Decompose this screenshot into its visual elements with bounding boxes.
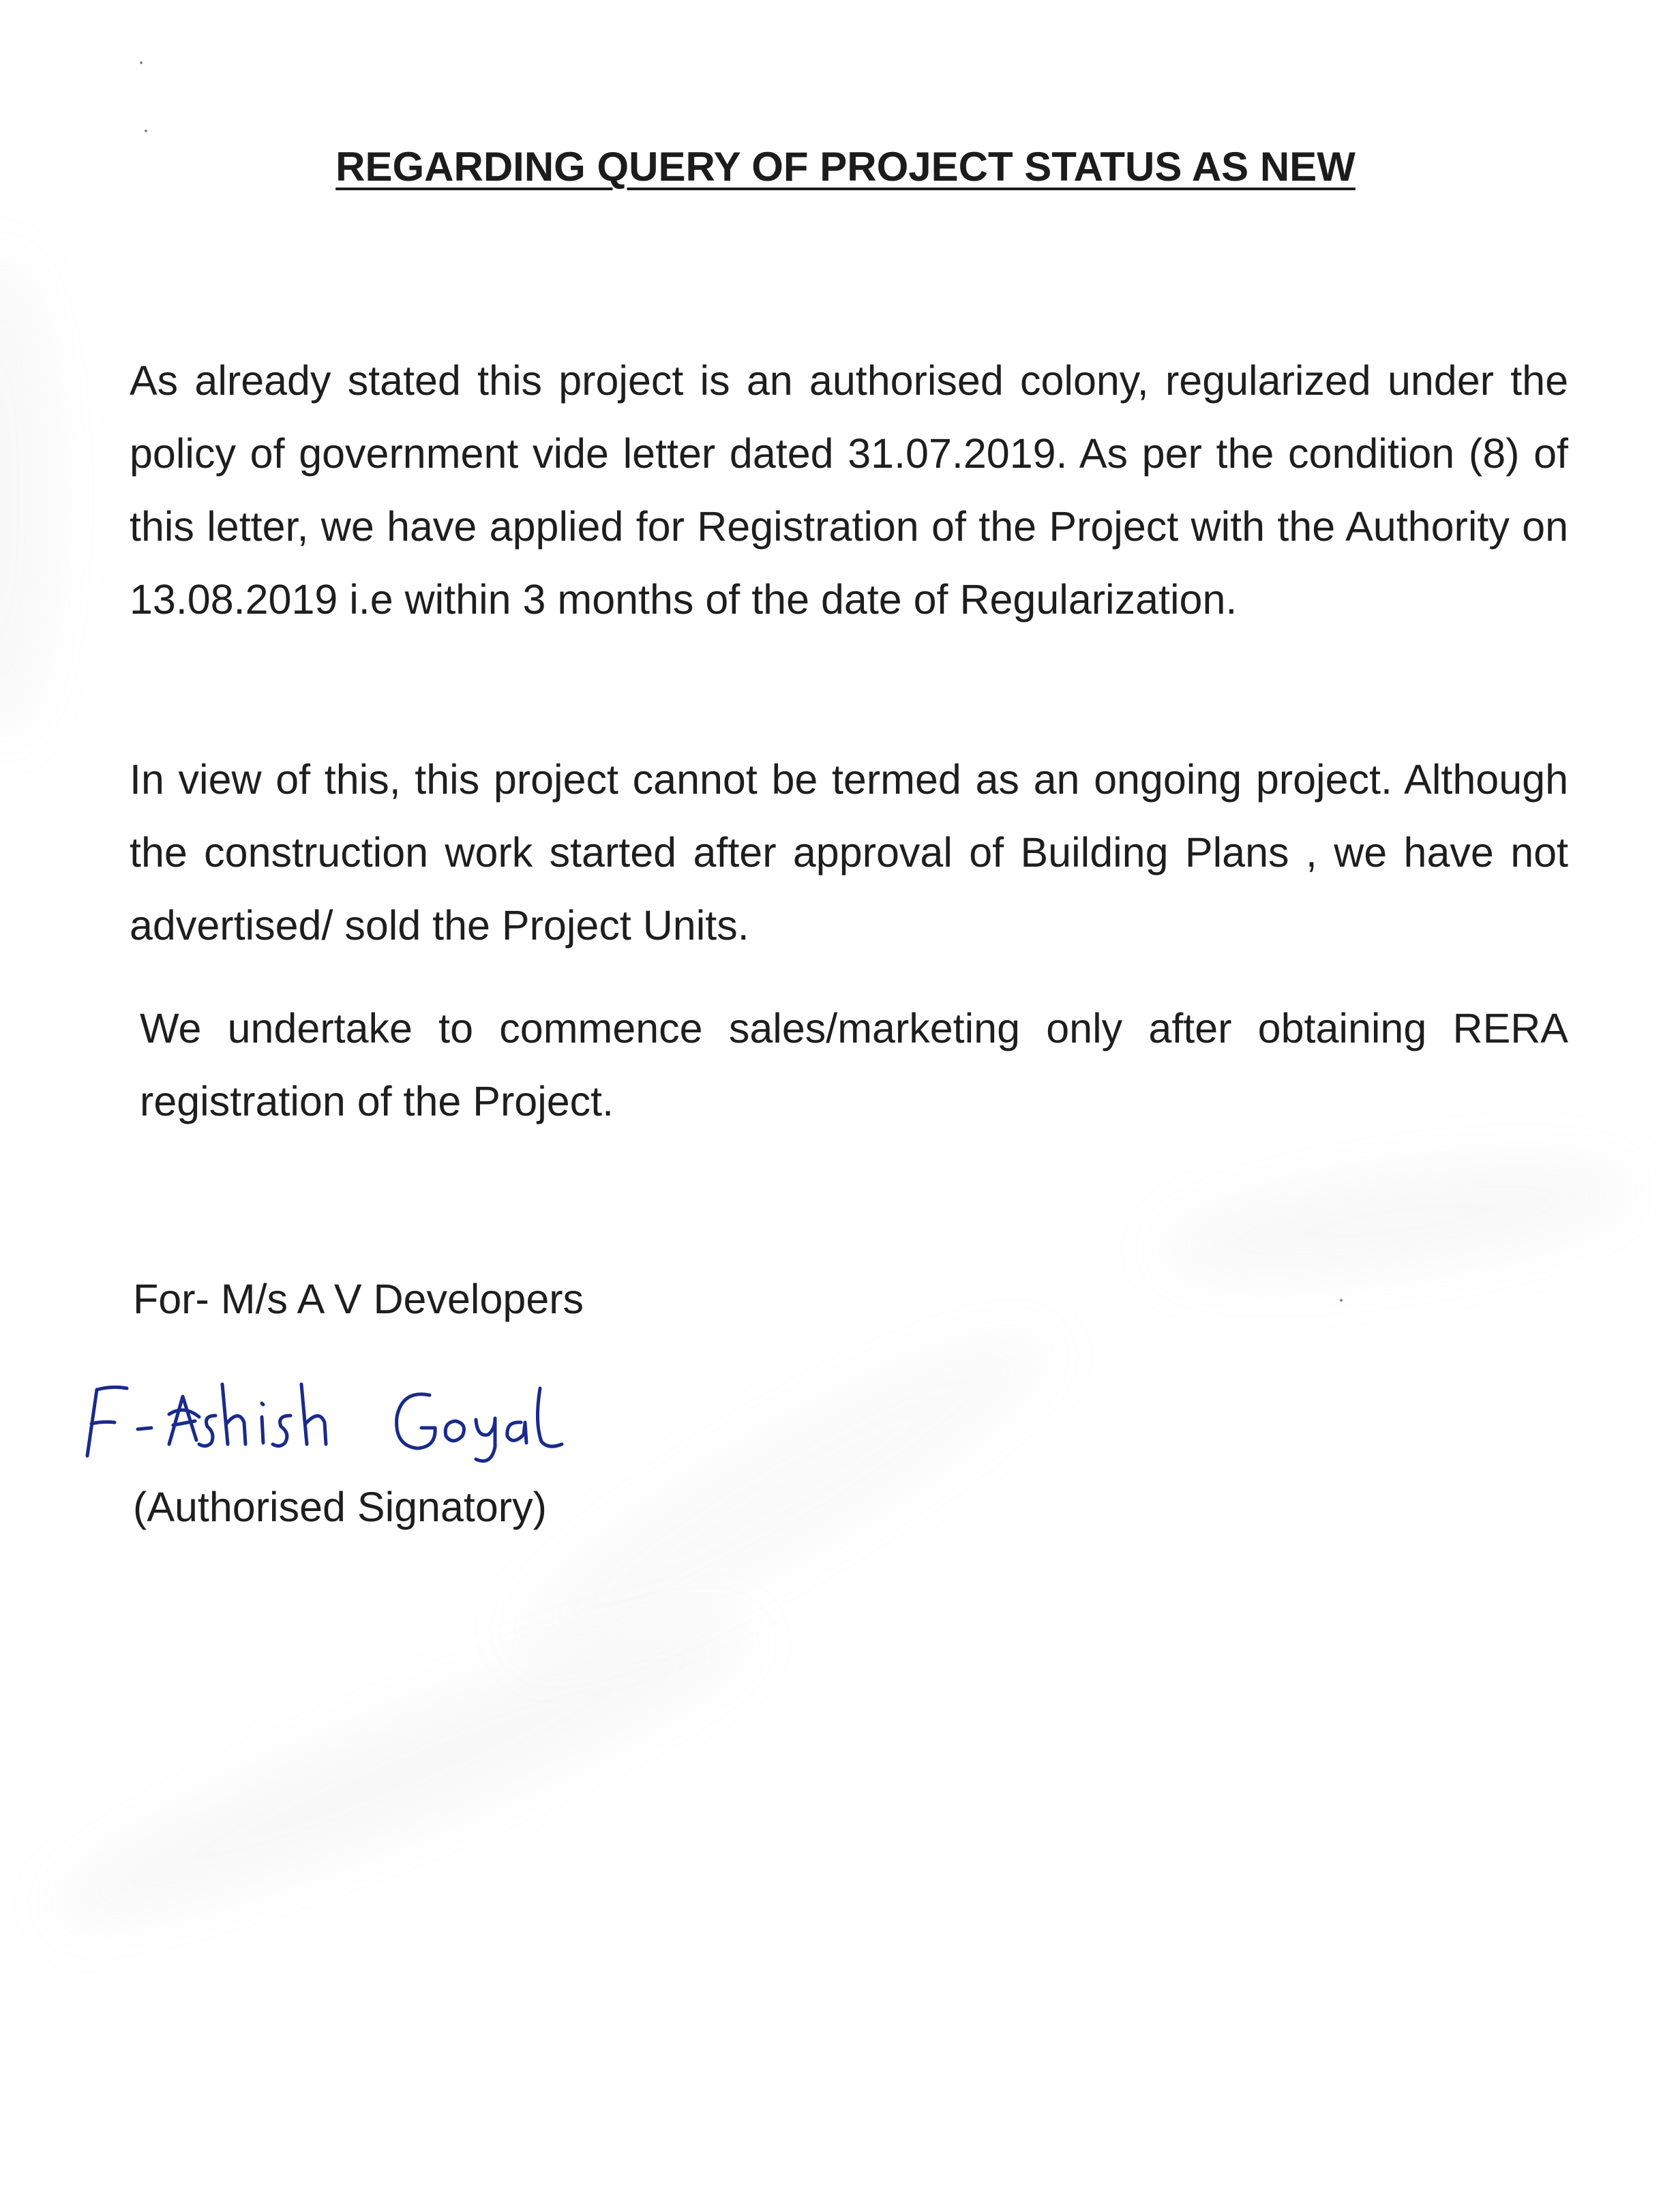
scan-smudge: [34, 1582, 770, 1964]
document-title: REGARDING QUERY OF PROJECT STATUS AS NEW: [335, 144, 1356, 190]
scan-smudge: [1155, 1140, 1641, 1301]
paragraph-ongoing-status: In view of this, this project cannot be termed as an ongoing project. Although the construction work started after approval of Building Plans , we have not advertised/ sold the Project Units.: [130, 756, 1568, 948]
handwritten-signature: [82, 1348, 573, 1473]
signature-text: F- Ashish Goyal: [82, 1348, 159, 1360]
scan-speck: [140, 61, 143, 64]
paragraph-undertaking: We undertake to commence sales/marketing only after obtaining RERA registration of the Project.: [140, 1005, 1568, 1124]
scan-speck: [1340, 1299, 1343, 1302]
signatory-label: (Authorised Signatory): [133, 1484, 547, 1530]
scan-smudge: [488, 1287, 1080, 1700]
paragraph-regularization: As already stated this project is an authorised colony, regularized under the policy of government vide letter dated 31.07.2019. As per the condition (8) of this letter, we have applied for Registration of the Project with the Authority on 13.08.2019 i.e within 3 months of the date of Regularization.: [130, 357, 1568, 623]
company-line: For- M/s A V Developers: [133, 1276, 584, 1322]
scan-speck: [145, 130, 147, 132]
scan-smudge: [0, 259, 55, 736]
